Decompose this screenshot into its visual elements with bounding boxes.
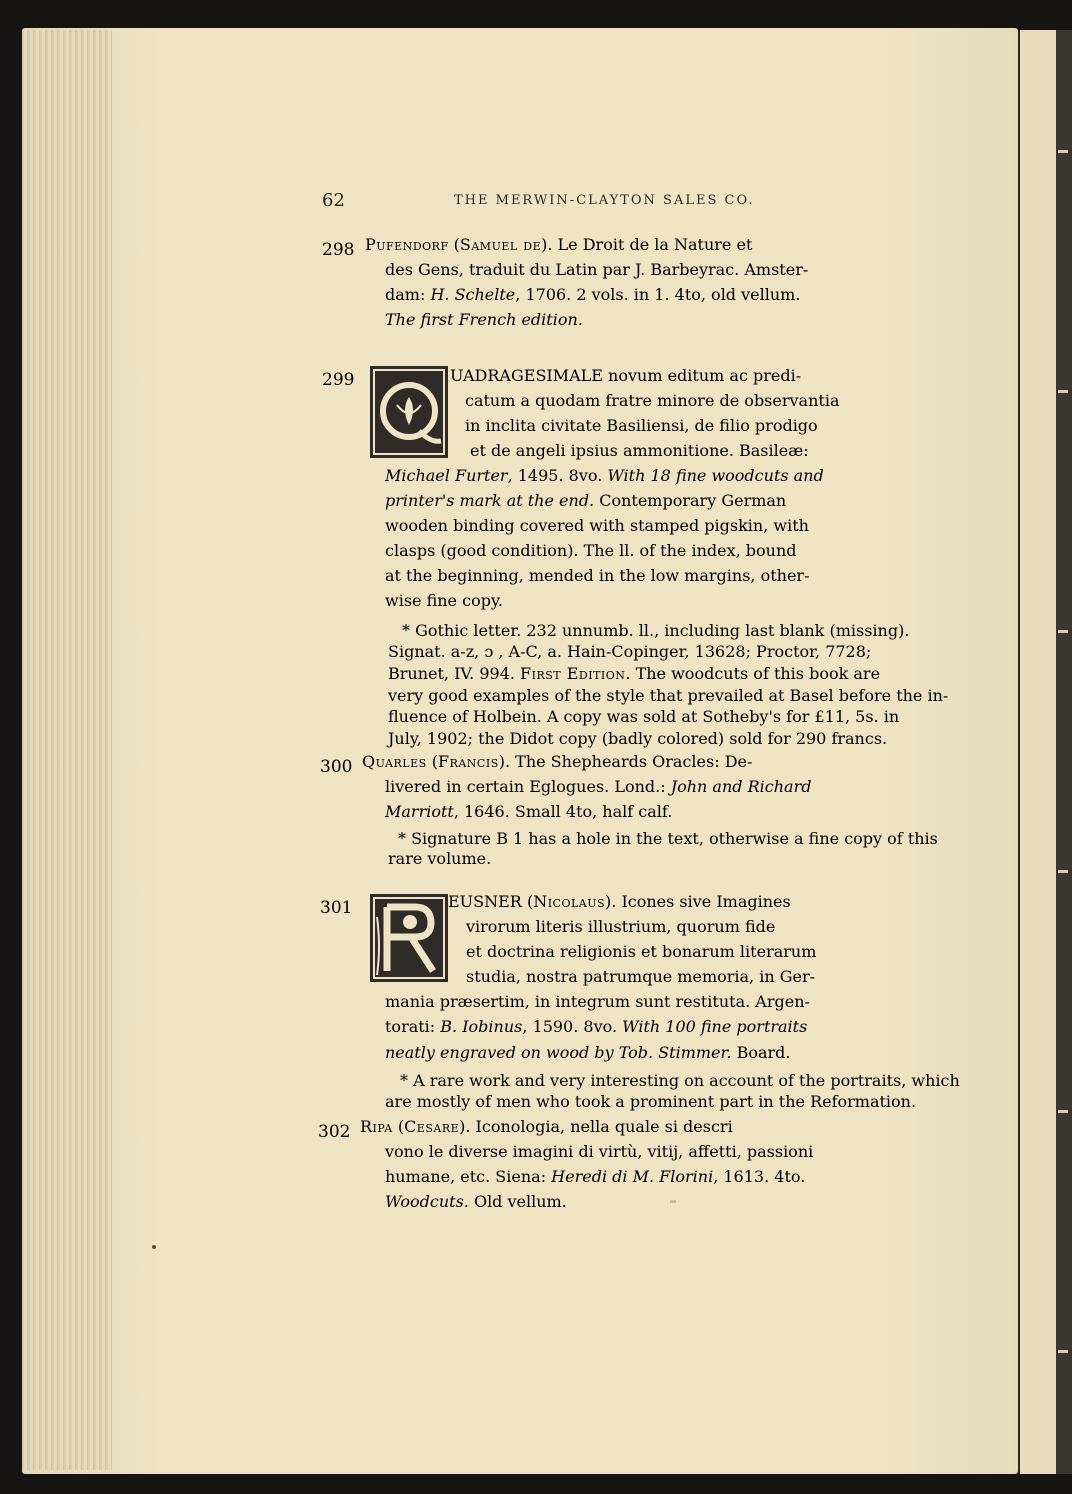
entry-line: Pufendorf (Samuel de). Le Droit de la Nature et — [365, 235, 753, 254]
lot-number: 300 — [320, 757, 353, 777]
decorated-initial-r — [370, 894, 448, 982]
scan-scale-strip — [1056, 30, 1072, 1474]
note-line: * Signature B 1 has a hole in the text, otherwise a fine copy of this — [398, 829, 938, 848]
lot-number: 301 — [320, 898, 353, 918]
entry-line: humane, etc. Siena: Heredi di M. Florini, 1613. 4to. — [385, 1167, 806, 1186]
entry-line: in inclita civitate Basiliensi, de filio prodigo — [465, 416, 818, 435]
entry-line: virorum literis illustrium, quorum fide — [466, 917, 776, 936]
lot-number: 302 — [318, 1122, 351, 1142]
note-line: rare volume. — [388, 849, 492, 868]
entry-line: The first French edition. — [385, 310, 583, 329]
entry-line: wise fine copy. — [385, 591, 503, 610]
entry-line: UADRAGESIMALE novum editum ac predi- — [450, 366, 802, 385]
entry-line: at the beginning, mended in the low margins, other- — [385, 566, 810, 585]
entry-line: studia, nostra patrumque memoria, in Ger- — [466, 967, 816, 986]
page-header — [322, 190, 904, 214]
page-number: 62 — [322, 190, 345, 211]
note-line: very good examples of the style that prevailed at Basel before the in- — [388, 686, 949, 705]
note-line: are mostly of men who took a prominent part in the Reformation. — [385, 1092, 917, 1111]
note-line: Signat. a-z, ɔ , A-C, a. Hain-Copinger, 13628; Proctor, 7728; — [388, 642, 872, 661]
page-edges — [22, 30, 112, 1470]
entry-line: Marriott, 1646. Small 4to, half calf. — [385, 802, 673, 821]
entry-line: Quarles (Francis). The Shepheards Oracles: De- — [362, 752, 753, 771]
note-line: fluence of Holbein. A copy was sold at Sotheby's for £11, 5s. in — [388, 707, 900, 726]
entry-line: torati: B. Iobinus, 1590. 8vo. With 100 fine portraits — [385, 1017, 808, 1036]
entry-line: dam: H. Schelte, 1706. 2 vols. in 1. 4to, old vellum. — [385, 285, 801, 304]
entry-line: Michael Furter, 1495. 8vo. With 18 fine woodcuts and — [385, 466, 824, 485]
entry-line: clasps (good condition). The ll. of the index, bound — [385, 541, 797, 560]
note-line: Brunet, IV. 994. First Edition. The woodcuts of this book are — [388, 664, 881, 683]
ink-spot — [152, 1245, 156, 1249]
entry-line: et doctrina religionis et bonarum literarum — [466, 942, 817, 961]
note-line: July, 1902; the Didot copy (badly colored) sold for 290 francs. — [388, 729, 888, 748]
entry-line: livered in certain Eglogues. Lond.: John and Richard — [385, 777, 812, 796]
entry-line: des Gens, traduit du Latin par J. Barbeyrac. Amster- — [385, 260, 809, 279]
running-head: THE MERWIN-CLAYTON SALES CO. — [454, 193, 755, 208]
entry-line: Ripa (Cesare). Iconologia, nella quale si descri — [360, 1117, 733, 1136]
lot-number: 299 — [322, 370, 355, 390]
initial-q-icon — [373, 369, 445, 455]
note-line: * Gothic letter. 232 unnumb. ll., including last blank (missing). — [402, 621, 910, 640]
entry-line: mania præsertim, in integrum sunt restituta. Argen- — [385, 992, 810, 1011]
entry-line: vono le diverse imagini di virtù, vitij, affetti, passioni — [385, 1142, 814, 1161]
note-line: * A rare work and very interesting on account of the portraits, which — [400, 1071, 960, 1090]
lot-number: 298 — [322, 240, 355, 260]
entry-line: et de angeli ipsius ammonitione. Basileæ: — [470, 441, 809, 460]
initial-r-icon — [373, 897, 445, 979]
entry-line: printer's mark at the end. Contemporary German — [385, 491, 787, 510]
paper-mark — [670, 1200, 676, 1203]
decorated-initial-q — [370, 366, 448, 458]
entry-line: EUSNER (Nicolaus). Icones sive Imagines — [448, 892, 791, 911]
entry-line: catum a quodam fratre minore de observantia — [465, 391, 840, 410]
entry-line: Woodcuts. Old vellum. — [385, 1192, 567, 1211]
entry-line: neatly engraved on wood by Tob. Stimmer. Board. — [385, 1043, 791, 1062]
entry-line: wooden binding covered with stamped pigskin, with — [385, 516, 809, 535]
